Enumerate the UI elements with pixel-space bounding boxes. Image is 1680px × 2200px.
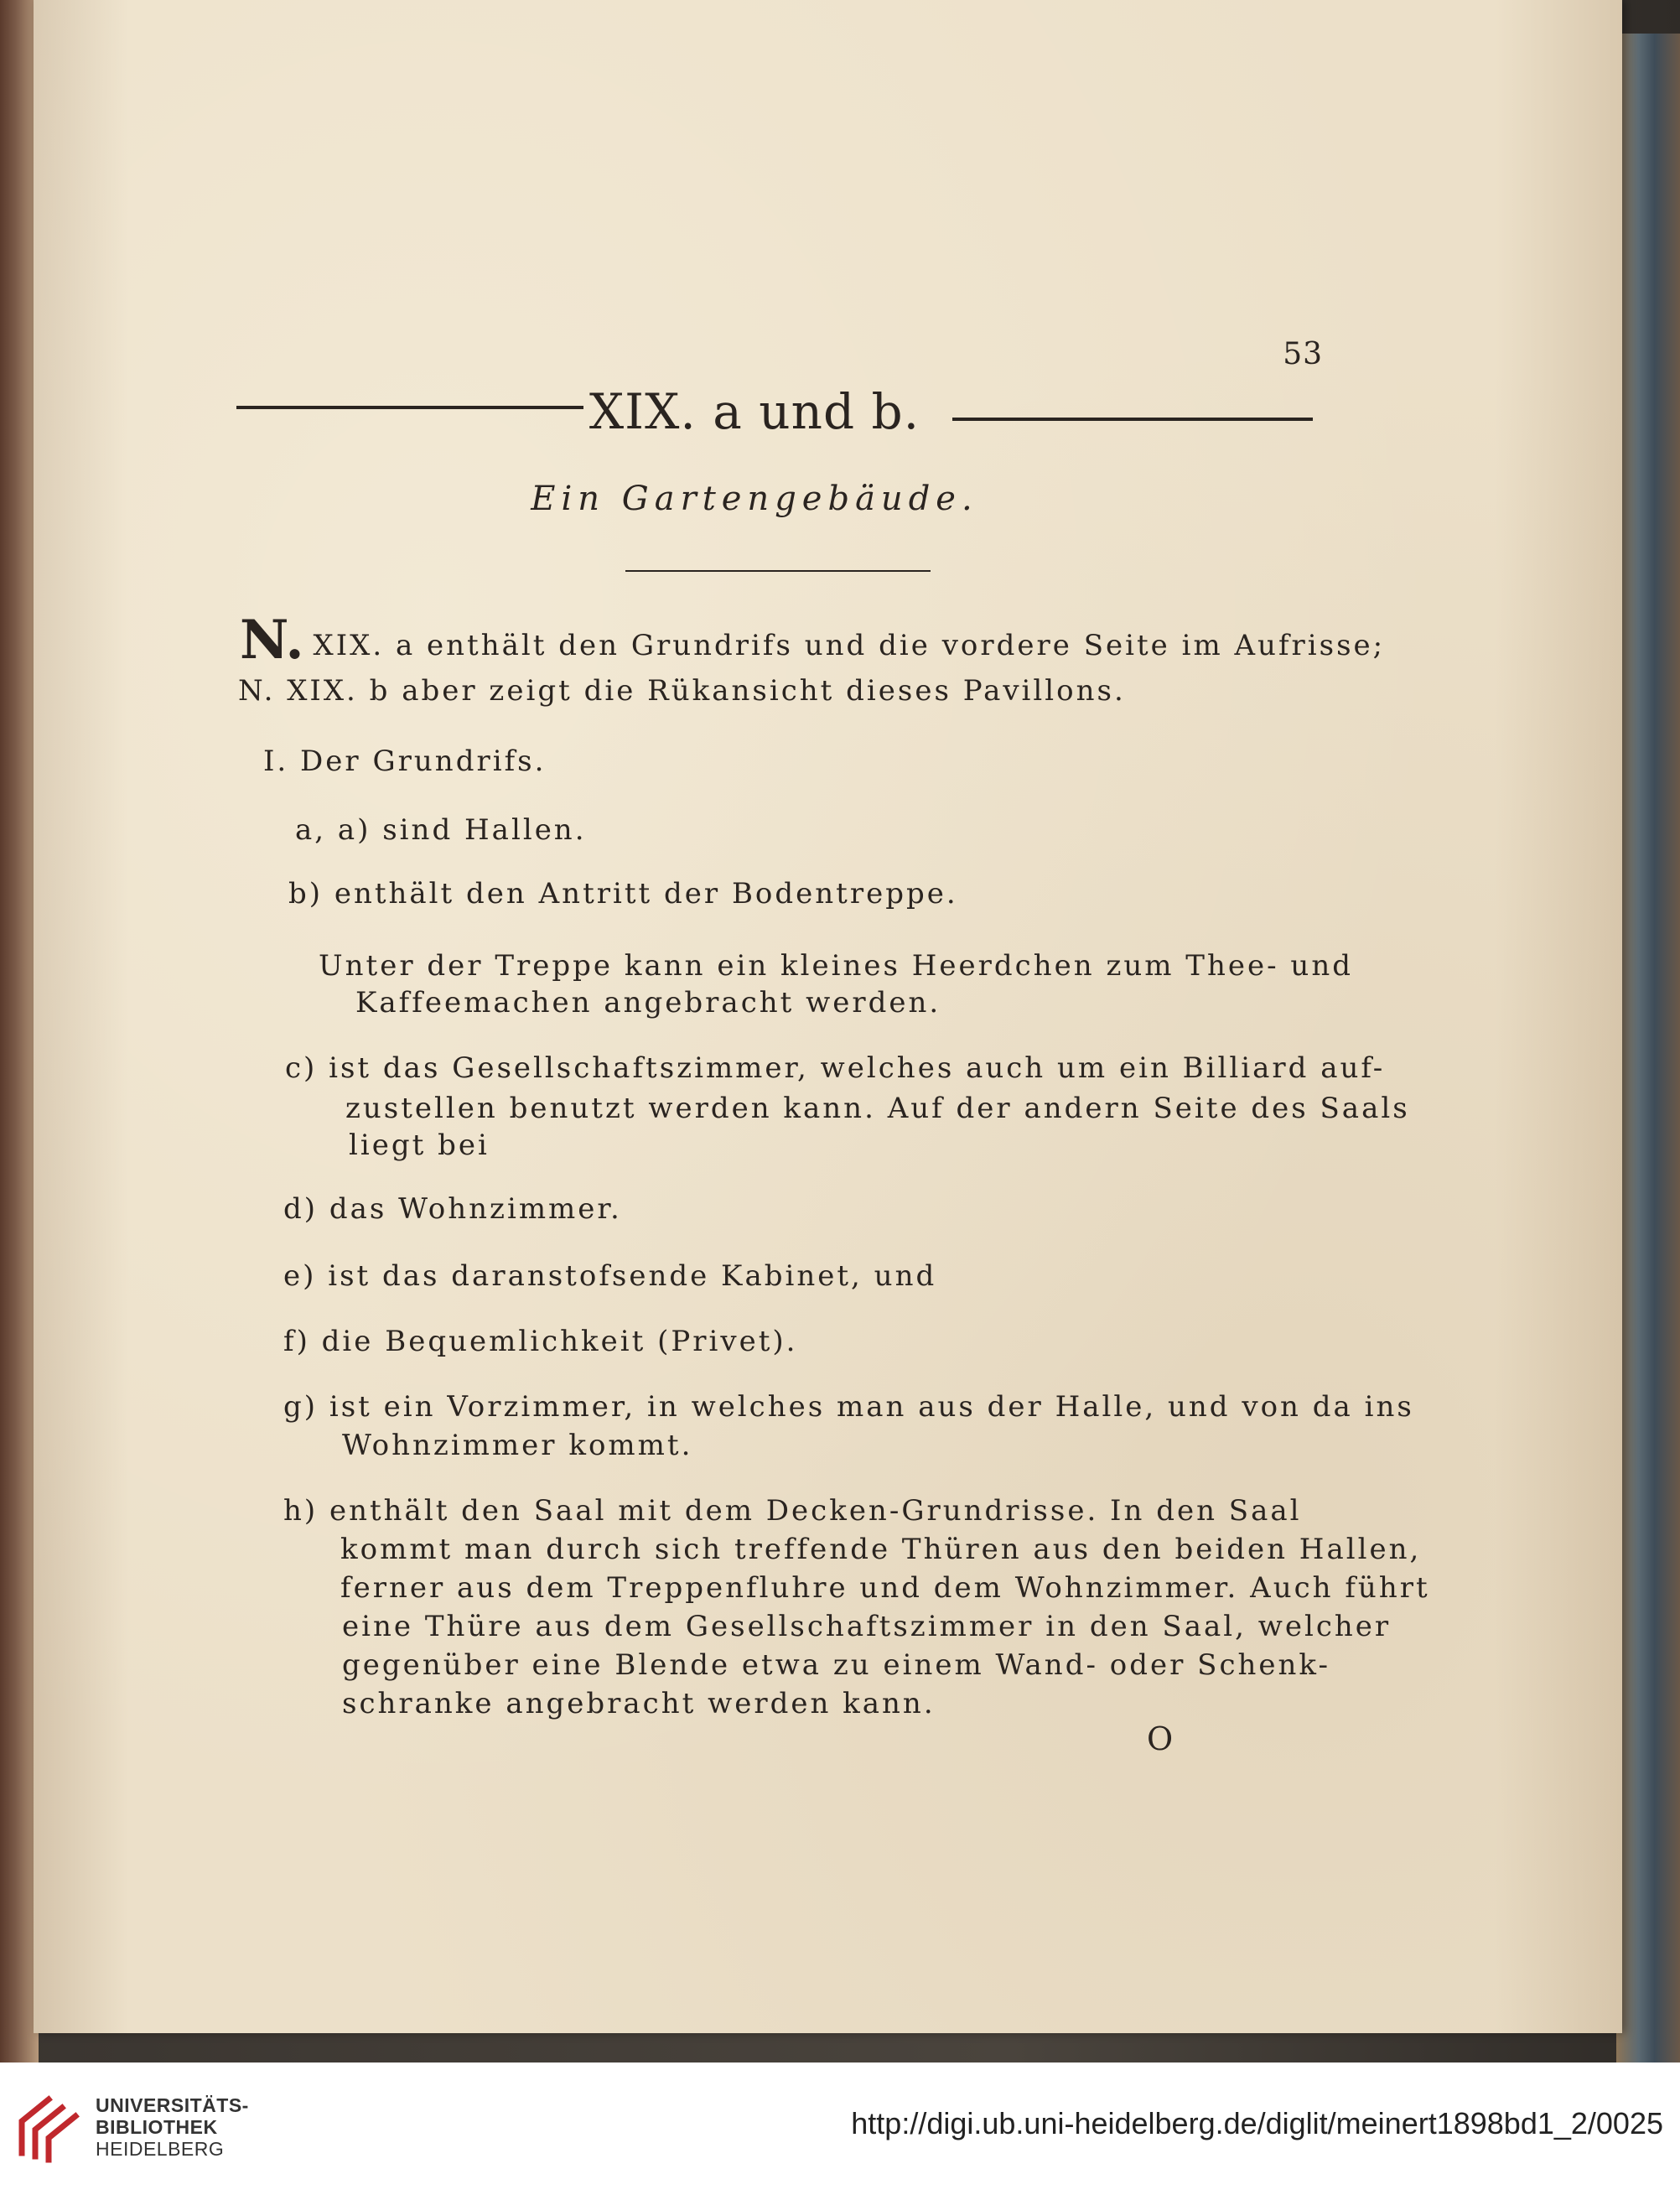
item-h-5: gegenüber eine Blende etwa zu einem Wand- oder Schenk- [342, 1648, 1330, 1682]
page-number: 53 [1283, 337, 1323, 371]
item-d: d) das Wohnzimmer. [283, 1192, 622, 1226]
item-f: f) die Bequemlichkeit (Privet). [283, 1325, 798, 1358]
library-name [96, 2094, 249, 2160]
heading-rule-left [236, 406, 583, 409]
library-name-line-2: BIBLIOTHEK [96, 2116, 218, 2138]
book-right-edge [1616, 34, 1680, 2062]
item-b-note-2: Kaffeemachen angebracht werden. [355, 986, 941, 1020]
item-b: b) enthält den Antritt der Bodentreppe. [288, 877, 958, 911]
item-h-3: ferner aus dem Treppenfluhre und dem Wohnzimmer. Auch führt [340, 1571, 1430, 1605]
heading-rule-right [952, 418, 1313, 421]
item-b-note-1: Unter der Treppe kann ein kleines Heerdchen zum Thee- und [319, 949, 1353, 983]
library-name-line-1: UNIVERSITÄTS- [96, 2094, 249, 2116]
item-g-2: Wohnzimmer kommt. [342, 1429, 693, 1462]
item-g-1: g) ist ein Vorzimmer, in welches man aus der Halle, und von da ins [283, 1390, 1414, 1424]
intro-line-2: N. XIX. b aber zeigt die Rükansicht dieses Pavillons. [238, 674, 1126, 708]
item-h-6: schranke angebracht werden kann. [342, 1687, 936, 1720]
item-h-2: kommt man durch sich treffende Thüren aus den beiden Hallen, [340, 1533, 1422, 1566]
intro-text-1: XIX. a enthält den Grundrifs und die vordere Seite im Aufrisse; [313, 629, 1386, 662]
chapter-heading: XIX. a und b. [589, 383, 920, 440]
item-e: e) ist das daranstofsende Kabinet, und [283, 1259, 937, 1293]
item-a: a, a) sind Hallen. [295, 813, 587, 847]
intro-line-1 [240, 609, 1386, 672]
section-title: I. Der Grundrifs. [263, 745, 547, 778]
permalink-url[interactable]: http://digi.ub.uni-heidelberg.de/diglit/meinert1898bd1_2/0025 [851, 2106, 1663, 2140]
item-c-1: c) ist das Gesellschaftszimmer, welches auch um ein Billiard auf- [285, 1051, 1386, 1085]
subtitle-rule [625, 570, 931, 572]
item-h-4: eine Thüre aus dem Gesellschaftszimmer in den Saal, welcher [342, 1610, 1392, 1643]
library-name-line-3: HEIDELBERG [96, 2138, 225, 2160]
drop-initial: N. [240, 609, 304, 672]
item-h-1: h) enthält den Saal mit dem Decken-Grundrisse. In den Saal [283, 1494, 1302, 1528]
signature-mark: O [1147, 1720, 1174, 1757]
library-logo-icon [15, 2088, 87, 2163]
item-c-2: zustellen benutzt werden kann. Auf der andern Seite des Saals [345, 1092, 1410, 1125]
logo-stroke-3 [49, 2116, 75, 2160]
item-c-3: liegt bei [349, 1129, 490, 1162]
chapter-subtitle: Ein Gartengebäude. [531, 480, 978, 518]
